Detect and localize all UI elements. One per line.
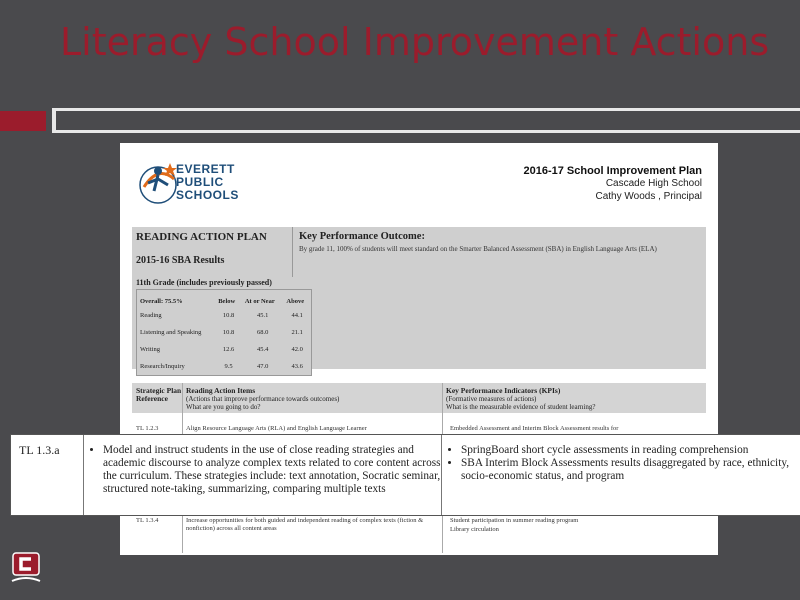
cell-above: 42.0: [291, 346, 303, 353]
title-rule-top: [52, 108, 800, 111]
col-kpi-question: What is the measurable evidence of student learning?: [446, 403, 596, 411]
row-label: Writing: [140, 346, 160, 353]
kpo-label: Key Performance Outcome:: [299, 231, 425, 242]
row-kpi: Embedded Assessment and Interim Block Assessment results for: [450, 425, 619, 432]
panel-divider: [292, 227, 293, 277]
col-action-question: What are you going to do?: [186, 403, 261, 411]
school-name: Cascade High School: [605, 178, 702, 189]
cell-near: 45.4: [256, 346, 269, 353]
row-label: Research/Inquiry: [140, 363, 185, 370]
row-action: Align Resource Language Arts (RLA) and English Language Learner: [186, 425, 367, 432]
row-kpi: Student participation in summer reading program: [450, 517, 579, 524]
header-near: At or Near: [244, 298, 275, 305]
header-above: Above: [286, 298, 305, 305]
title-rule-stub: [52, 111, 56, 131]
district-line-3: SCHOOLS: [176, 188, 239, 202]
table-header-row: [137, 290, 312, 308]
row-ref: TL 1.2.3: [136, 425, 159, 432]
kpi-item: • SpringBoard short cycle assessments in reading comprehension: [461, 444, 800, 457]
action-list: [89, 444, 449, 496]
header-overall: Overall: 75.5%: [140, 298, 183, 305]
table-row: [137, 358, 312, 376]
score-table: [136, 289, 312, 376]
cell-below: 10.8: [222, 329, 235, 336]
header-below: Below: [218, 298, 236, 305]
col-kpis: [446, 387, 701, 411]
cell-below: 12.6: [222, 346, 235, 353]
action-item: • Model and instruct students in the use of close reading strategies and academic discourse to analyze complex texts related to core content across the curriculum. These strategies include: text annotation, Socratic seminar, structured note-taking, summarizing, comparing multiple texts: [103, 444, 449, 496]
col-action-sub: (Actions that improve performance towards outcomes): [186, 395, 340, 403]
row-label: Reading: [140, 312, 162, 319]
cell-below: 9.5: [224, 363, 233, 370]
reading-action-plan-heading: READING ACTION PLAN: [136, 231, 267, 243]
table-row: [137, 324, 312, 341]
grade-label: 11th Grade (includes previously passed): [136, 278, 272, 287]
district-name: [176, 163, 239, 202]
table-row: [137, 307, 312, 324]
cell-above: 44.1: [291, 312, 303, 319]
col-action-items: [186, 387, 436, 411]
row-action: Increase opportunities for both guided and independent reading of complex texts (fiction & nonfiction) across all content areas: [186, 517, 424, 532]
kpi-item: • SBA Interim Block Assessments results disaggregated by race, ethnicity, socio-economic status, and program: [461, 457, 800, 483]
title-rule-bottom: [52, 130, 800, 133]
sba-results-heading: 2015-16 SBA Results: [136, 255, 225, 266]
district-line-2: PUBLIC: [176, 175, 224, 189]
slide-title: Literacy School Improvement Actions: [60, 20, 770, 64]
cell-near: 68.0: [256, 329, 269, 336]
cell-above: 21.1: [291, 329, 303, 336]
principal-name: Cathy Woods , Principal: [595, 191, 702, 202]
plan-header: [523, 165, 702, 203]
col-kpi-title: Key Performance Indicators (KPIs): [446, 386, 561, 395]
column-divider: [83, 435, 84, 515]
title-rule-accent: [0, 111, 46, 131]
row-reference: TL 1.3.a: [19, 443, 60, 457]
row-kpi: Library circulation: [450, 526, 499, 533]
kpo-text: By grade 11, 100% of students will meet standard on the Smarter Balanced Assessment (SBA) in English Language Arts (ELA): [299, 245, 657, 253]
table-row: [137, 341, 312, 358]
col-kpi-sub: (Formative measures of actions): [446, 395, 537, 403]
row-label: Listening and Speaking: [140, 329, 202, 336]
district-line-1: EVERETT: [176, 162, 235, 176]
cell-above: 43.6: [291, 363, 303, 370]
plan-title: 2016-17 School Improvement Plan: [523, 165, 702, 177]
cell-near: 45.1: [256, 312, 269, 319]
row-ref: TL 1.3.4: [136, 517, 159, 524]
col-strategic-plan: Strategic Plan Reference: [136, 386, 182, 403]
cell-below: 10.8: [222, 312, 235, 319]
bruins-c-logo-icon: [9, 551, 43, 585]
highlighted-action-row: [10, 434, 800, 516]
kpi-list: [447, 444, 800, 483]
col-action-title: Reading Action Items: [186, 386, 256, 395]
cell-near: 47.0: [256, 363, 269, 370]
